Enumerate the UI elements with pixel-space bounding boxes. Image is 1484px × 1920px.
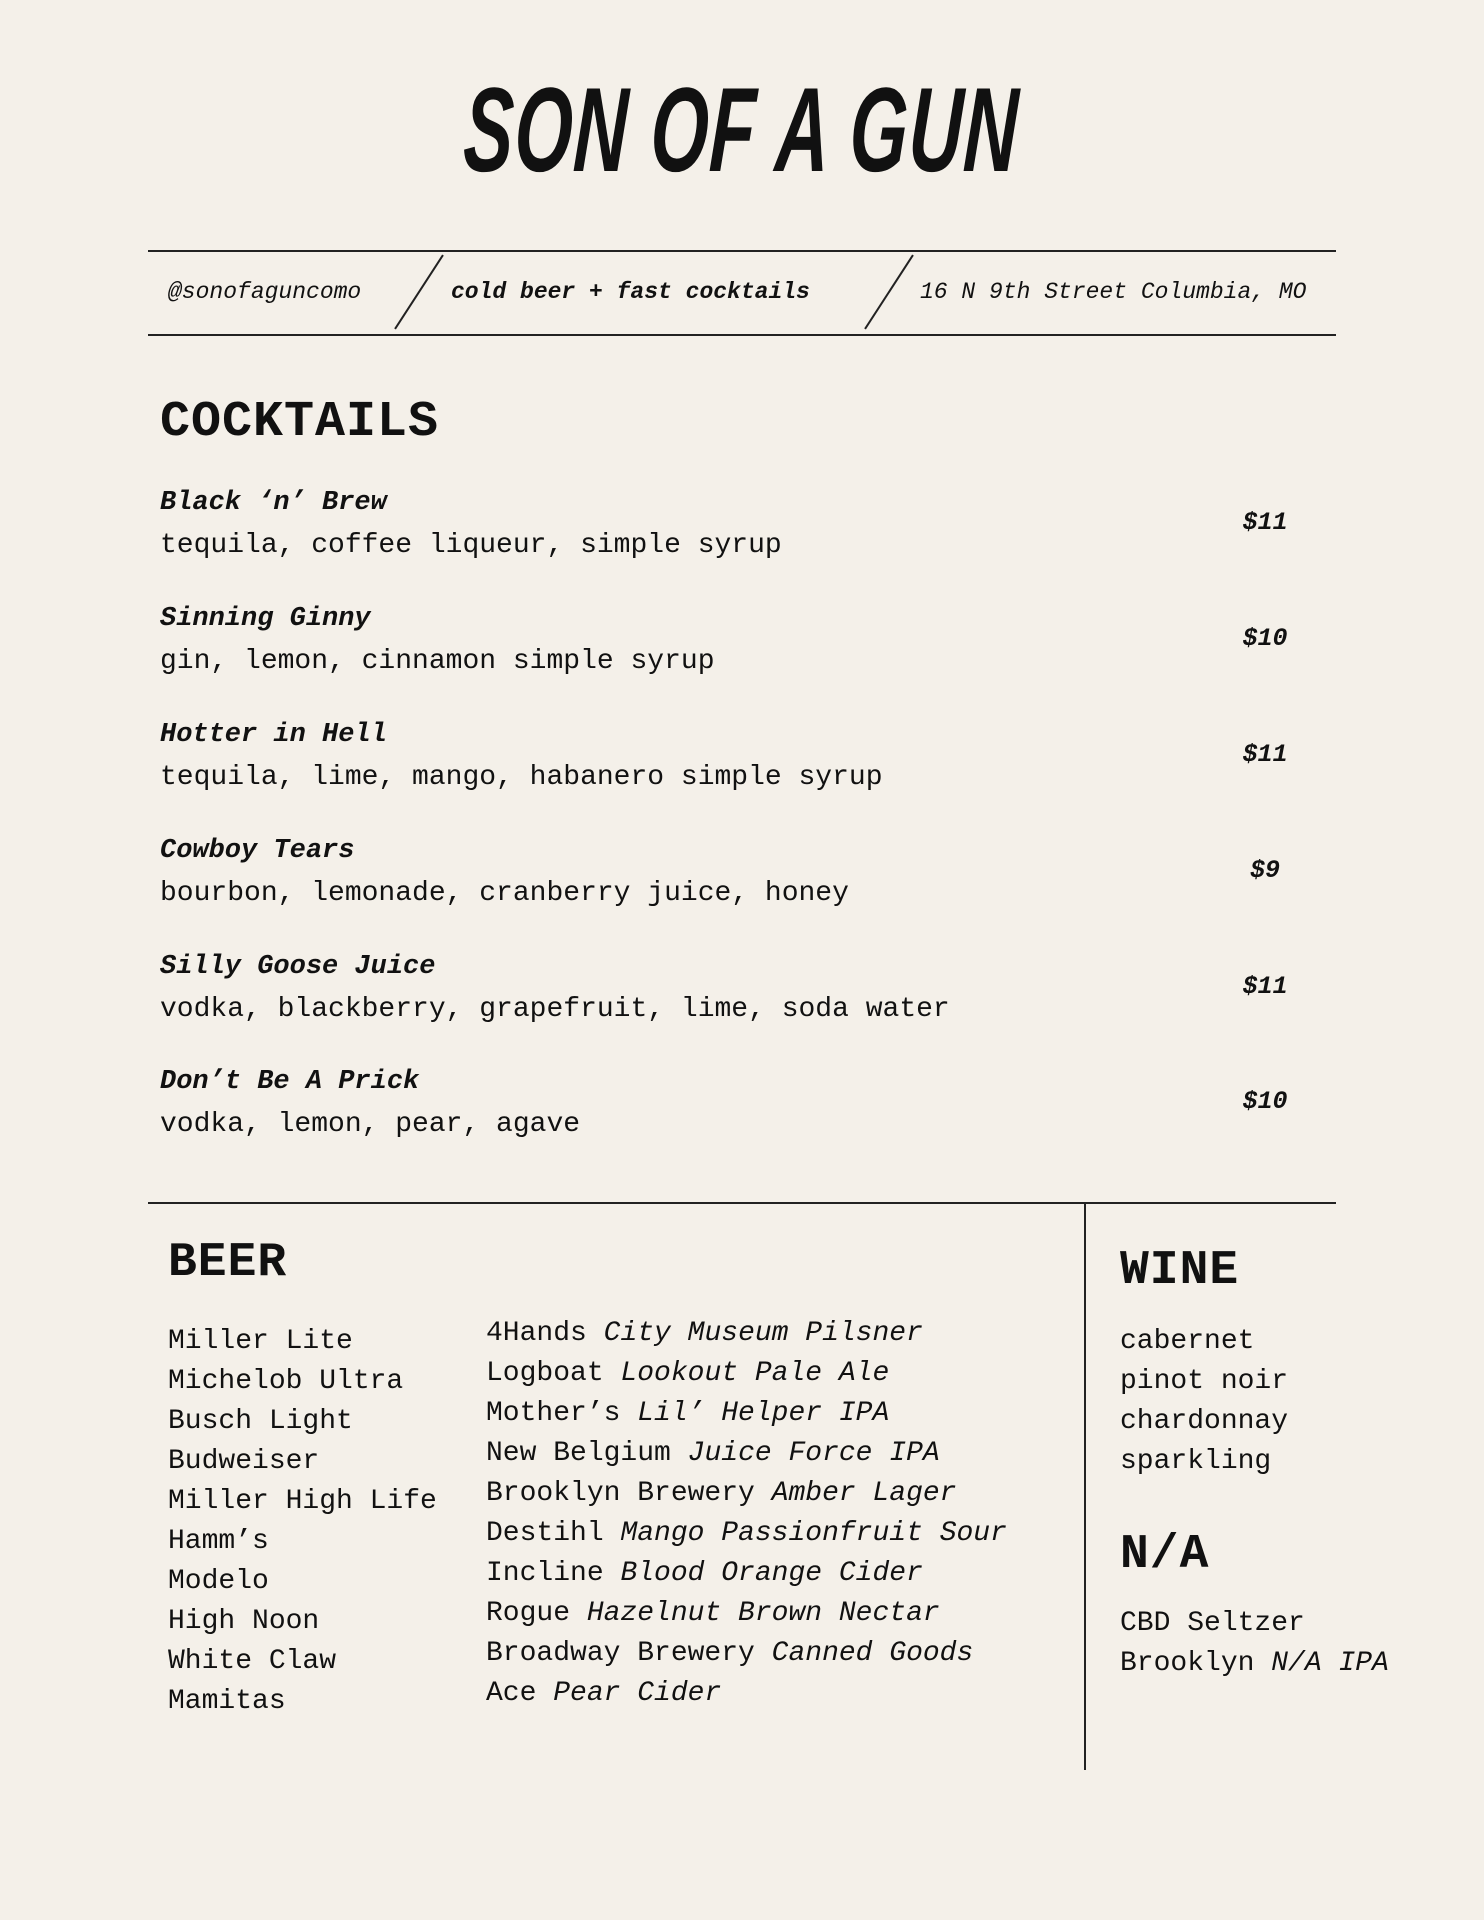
cocktail-item [160,836,1320,936]
column-divider [1084,1204,1086,1770]
divider-slash [394,255,444,330]
na-item [1120,1644,1389,1684]
cocktail-ingredients: tequila, lime, mango, habanero simple syrup [160,762,883,793]
cocktail-name: Sinning Ginny [160,604,371,634]
wine-item: chardonnay [1120,1406,1289,1437]
brewery-name: Broadway Brewery [486,1638,755,1669]
cocktail-price: $9 [1249,856,1280,885]
beer-item: High Noon [168,1606,320,1637]
wine-item: pinot noir [1120,1366,1289,1397]
brewery-name: 4Hands [486,1318,587,1349]
beer-item: Miller Lite [168,1326,353,1357]
beer-item [486,1474,1007,1514]
beer-item [486,1314,1007,1354]
cocktail-ingredients: bourbon, lemonade, cranberry juice, honey [160,878,849,909]
cocktail-item [160,604,1320,704]
na-brand: Brooklyn [1120,1648,1255,1679]
tagline: cold beer + fast cocktails [451,279,810,305]
beer-item: Mamitas [168,1686,286,1717]
section-rule [148,1202,1336,1204]
beer-item [486,1394,1007,1434]
beer-item: Busch Light [168,1406,353,1437]
cocktail-price: $10 [1242,624,1288,653]
brewery-name: Destihl [486,1518,604,1549]
beer-item: Modelo [168,1566,269,1597]
cocktail-ingredients: vodka, lemon, pear, agave [160,1109,581,1140]
wine-item: sparkling [1120,1446,1272,1477]
wine-list [1120,1322,1288,1482]
na-item [1120,1604,1389,1644]
brewery-name: Ace [486,1678,537,1709]
beer-name: Blood Orange Cider [620,1558,923,1589]
brewery-name: New Belgium [486,1438,671,1469]
beer-item [486,1354,1007,1394]
beer-name: Canned Goods [771,1638,974,1669]
cocktail-item [160,1067,1320,1167]
brewery-name: Brooklyn Brewery [486,1478,755,1509]
cocktail-price: $10 [1242,1087,1288,1116]
cocktail-name: Don’t Be A Prick [160,1067,420,1097]
na-list [1120,1604,1389,1684]
beer-name: Mango Passionfruit Sour [620,1518,1007,1549]
band-rule [148,334,1336,336]
beer-name: Hazelnut Brown Nectar [586,1598,940,1629]
beer-name: Juice Force IPA [687,1438,940,1469]
beer-name: Pear Cider [553,1678,722,1709]
cocktail-item [160,488,1320,588]
beer-name: Lookout Pale Ale [620,1358,890,1389]
beer-item: Hamm’s [168,1526,269,1557]
beer-item [486,1674,1007,1714]
cocktail-name: Black ‘n’ Brew [160,488,387,518]
cocktail-ingredients: vodka, blackberry, grapefruit, lime, soda water [160,994,950,1025]
beer-item [486,1434,1007,1474]
beer-list-domestic [168,1322,437,1722]
cocktail-ingredients: gin, lemon, cinnamon simple syrup [160,646,715,677]
wine-item: cabernet [1120,1326,1255,1357]
beer-name: Amber Lager [771,1478,957,1509]
menu-title: SON OF A GUN [461,63,1023,197]
beer-name: Lil’ Helper IPA [637,1398,890,1429]
instagram-handle: @sonofaguncomo [168,279,362,305]
na-product: N/A IPA [1271,1648,1389,1679]
cocktail-price: $11 [1242,740,1288,769]
na-brand: CBD Seltzer [1120,1608,1305,1639]
address: 16 N 9th Street Columbia, MO [920,279,1307,305]
cocktail-item [160,952,1320,1052]
beer-item: Miller High Life [168,1486,437,1517]
beer-name: City Museum Pilsner [603,1318,923,1349]
cocktail-name: Hotter in Hell [160,720,387,750]
beer-item [486,1554,1007,1594]
beer-item [486,1634,1007,1674]
cocktail-price: $11 [1242,972,1288,1001]
cocktail-ingredients: tequila, coffee liqueur, simple syrup [160,530,782,561]
beer-item [486,1514,1007,1554]
wine-heading: WINE [1120,1244,1240,1298]
cocktail-name: Silly Goose Juice [160,952,436,982]
cocktail-price: $11 [1242,508,1288,537]
na-heading: N/A [1120,1528,1210,1582]
cocktail-item [160,720,1320,820]
top-rule [148,250,1336,252]
beer-item: Michelob Ultra [168,1366,404,1397]
cocktails-heading: COCKTAILS [160,394,440,451]
brewery-name: Logboat [486,1358,604,1389]
brewery-name: Rogue [486,1598,571,1629]
brewery-name: Mother’s [486,1398,621,1429]
beer-item: White Claw [168,1646,337,1677]
beer-heading: BEER [168,1236,288,1290]
beer-list-craft [486,1314,1007,1714]
divider-slash [864,255,914,330]
brewery-name: Incline [486,1558,604,1589]
beer-item: Budweiser [168,1446,320,1477]
cocktail-name: Cowboy Tears [160,836,355,866]
beer-item [486,1594,1007,1634]
